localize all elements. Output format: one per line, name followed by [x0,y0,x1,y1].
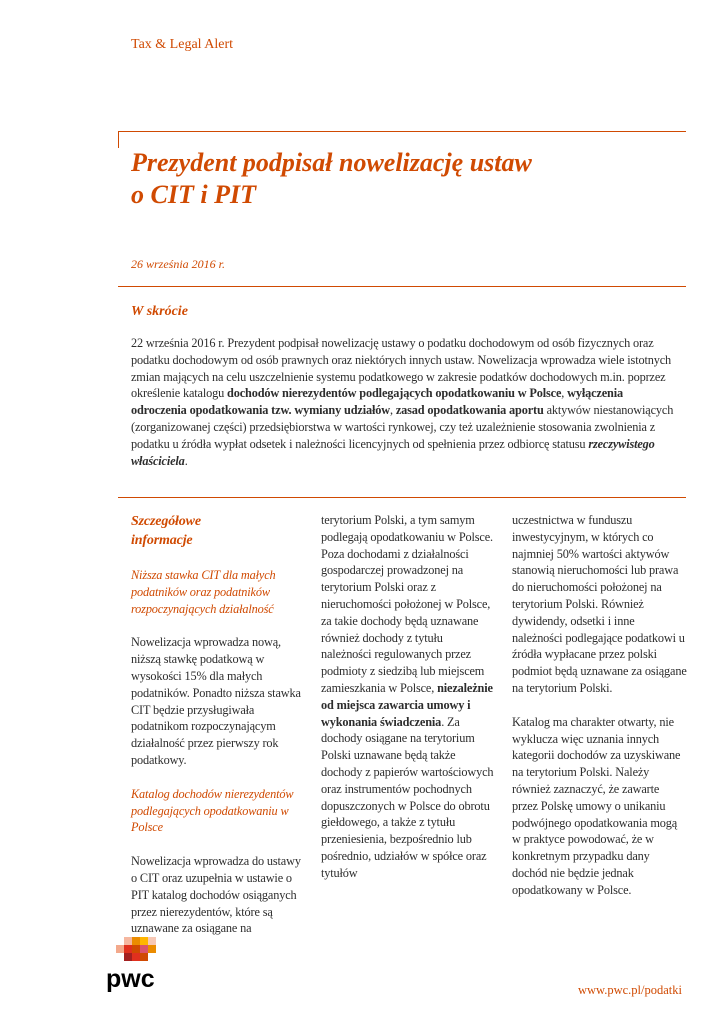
header-label: Tax & Legal Alert [131,37,234,52]
paragraph-column-3-b: Katalog ma charakter otwarty, nie wyklucza więc uznania innych kategorii dochodów za uzyskiwane na terytorium Polski. Należy również zaznaczyć, że zawarte przez Polskę umowy o unikaniu podwójnego opodatkowania mogą w praktyce powodować, że w konkretnym przypadku dany dochód nie będzie jednak opodatkowany w Polsce. [512,714,681,897]
summary-bold-3: zasad opodatkowania aportu [395,403,544,418]
summary-paragraph [131,335,679,469]
summary-text-3: , [389,403,396,418]
subheading-nonresident-income: Katalog dochodów nierezydentów podlegających opodatkowaniu w Polsce [131,786,294,835]
column-2-bold: niezależnie od miejsca zawarcia umowy i wykonania świadczenia [321,680,493,729]
column-1 [131,512,306,937]
pwc-logo [104,937,164,997]
summary-heading: W skrócie [131,304,188,319]
footer-website-link[interactable]: www.pwc.pl/podatki [577,983,682,997]
column-3 [512,512,687,899]
paragraph-cit-rate: Nowelizacja wprowadza nową, niższą stawkę podatkową w wysokości 15% dla małych podatników. Ponadto niższa stawka CIT będzie przysługiwała podatnikom rozpoczynającym działalność przez pierwszy rok podatkowy. [131,635,301,767]
details-heading-line-1: Szczegółowe [131,514,201,529]
divider-after-summary [118,497,686,498]
column-2-text-a: terytorium Polski, a tym samym podlegają opodatkowaniu w Polsce. Poza dochodami z działalności gospodarczej prowadzonej na terytorium Polski oraz z nieruchomości położonej w Polsce, za takie dochody będą uznawane również dochody z tytułu należności regulowanych przez podmioty z siedzibą lub miejscem zamieszkania w Polsce, [321,513,493,695]
title-frame-left-rule [118,131,119,148]
subheading-cit-rate: Niższa stawka CIT dla małych podatników oraz podatników rozpoczynających działalność [131,568,276,616]
pwc-logo-graphic [104,937,164,997]
summary-bold-4: rzeczywistego właściciela [131,436,655,468]
summary-text-4: aktywów niestanowiących (zorganizowanej części) przedsiębiorstwa w wartości rynkowej, czy też uzależnienie stosowania zwolnienia z podatku u źródła wypłat odsetek i należności licencyjnych od spełnienia przez odbiorcę statusu [131,403,674,451]
title-line-2: o CIT i PIT [131,180,256,209]
divider-after-date [118,286,686,287]
summary-text-5: . [184,453,188,468]
summary-text-1: 22 września 2016 r. Prezydent podpisał nowelizację ustawy o podatku dochodowym od osób fizycznych oraz podatku dochodowym od osób prawnych oraz niektórych innych ustaw. Nowelizacja wprowadza wiele istotnych zmian mających na celu uszczelnienie systemu podatkowego w zakresie podatków dochodowych m.in. poprzez określenie katalogu [131,336,672,401]
paragraph-nonresident-income: Nowelizacja wprowadza do ustawy o CIT oraz uzupełnia w ustawie o PIT katalog dochodów osiąganych przez nierezydentów, które są uznawane za osiągane na [131,854,301,936]
paragraph-column-3-a: uczestnictwa w funduszu inwestycyjnym, w których co najmniej 50% wartości aktywów stanowią nieruchomości lub prawa do nieruchomości położonej na terytorium Polski. Również dywidendy, odsetki i inne należności podlegające podatkowi u źródła wypłacane przez polski podmiot będą uznawane za osiągane na terytorium Polski. [512,513,687,695]
details-heading-line-2: informacje [131,533,193,548]
column-2-text-b: . Za dochody osiągane na terytorium Polski uznawane będą także dochody z papierów wartościowych oraz instrumentów pochodnych dopuszczonych w Polsce do obrotu giełdowego, a także z tytułu przeniesienia, bezpośrednio lub pośrednio, udziałów w spółce oraz tytułów [321,714,494,880]
title-line-1: Prezydent podpisał nowelizację ustaw [131,148,532,177]
page-title [131,147,671,211]
details-heading [131,512,306,550]
summary-bold-1: dochodów nierezydentów podlegających opodatkowaniu w Polsce [227,386,562,401]
paragraph-column-2 [321,512,496,882]
pwc-logo-text: pwc [106,965,155,993]
title-frame-top-rule [118,131,686,132]
summary-bold-2: wyłączenia odroczenia opodatkowania tzw. wymiany udziałów [131,386,623,418]
publication-date: 26 września 2016 r. [131,257,226,271]
column-2 [321,512,496,882]
summary-text-2: , [561,386,568,401]
